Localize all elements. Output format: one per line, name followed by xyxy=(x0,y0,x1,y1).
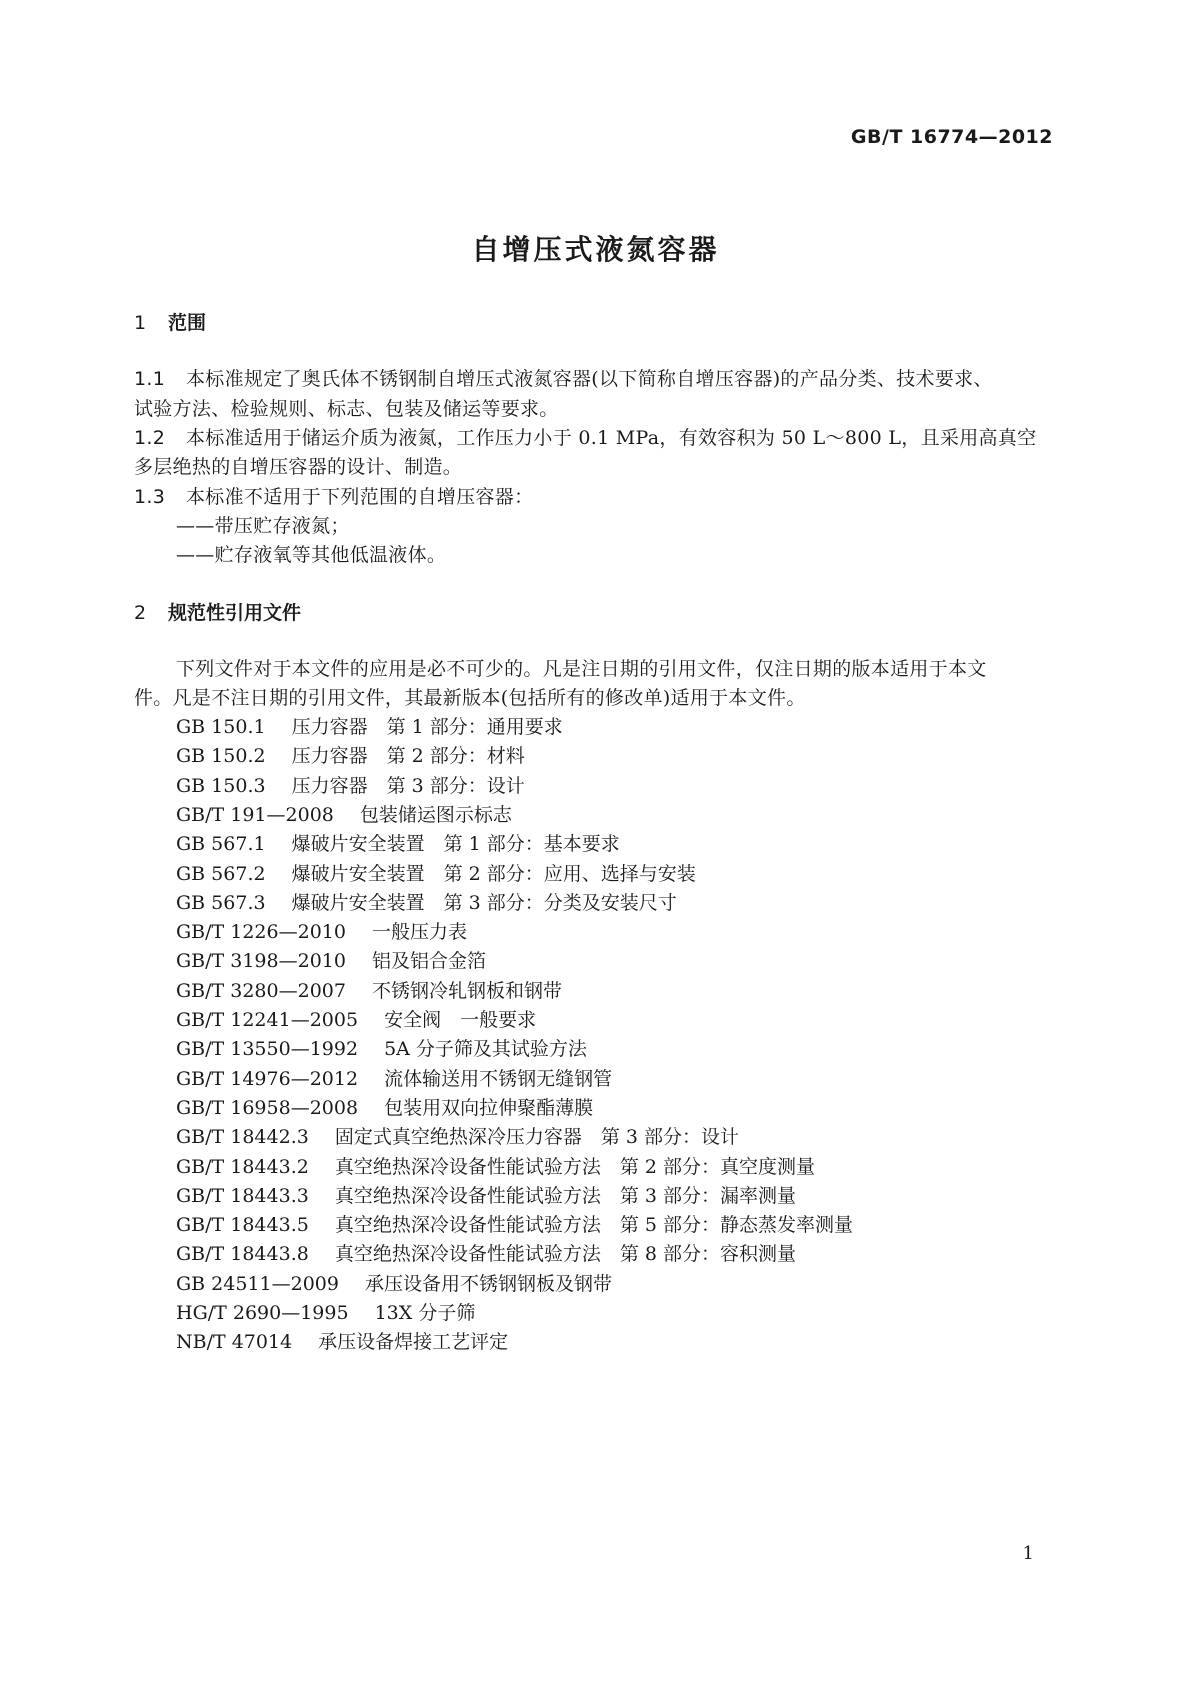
reference-code: GB 567.3 xyxy=(176,891,266,914)
reference-title: 真空绝热深冷设备性能试验方法 第 3 部分：漏率测量 xyxy=(334,1184,796,1207)
reference-code: GB/T 12241—2005 xyxy=(176,1009,359,1031)
reference-code: GB 150.1 xyxy=(176,716,266,738)
document-title: 自增压式液氮容器 xyxy=(471,233,720,266)
reference-code: GB/T 13550—1992 xyxy=(176,1038,359,1061)
section-title: 范围 xyxy=(168,312,207,334)
reference-code: GB/T 3198—2010 xyxy=(176,950,346,973)
reference-code: GB 150.2 xyxy=(176,745,266,768)
reference-item xyxy=(176,859,696,889)
reference-item xyxy=(176,1064,612,1094)
reference-title: 爆破片安全装置 第 2 部分：应用、选择与安装 xyxy=(291,862,696,885)
reference-item xyxy=(176,829,620,859)
reference-title: 承压设备用不锈钢钢板及钢带 xyxy=(364,1272,612,1295)
reference-code: GB 567.2 xyxy=(176,862,266,885)
reference-code: GB/T 1226—2010 xyxy=(176,921,346,944)
standard-code: GB/T 16774—2012 xyxy=(850,126,1053,148)
section-2-heading xyxy=(134,598,301,625)
clause-number: 1.3 xyxy=(134,486,166,508)
reference-title: 真空绝热深冷设备性能试验方法 第 5 部分：静态蒸发率测量 xyxy=(334,1214,853,1237)
intro-line-2: 件。凡是不注日期的引用文件，其最新版本(包括所有的修改单)适用于本文件。 xyxy=(134,687,806,709)
reference-code: HG/T 2690—1995 xyxy=(176,1302,349,1324)
reference-code: GB/T 16958—2008 xyxy=(176,1096,359,1119)
section-number: 1 xyxy=(134,312,147,334)
reference-code: GB/T 18443.3 xyxy=(176,1184,309,1207)
clause-text: 本标准适用于储运介质为液氮，工作压力小于 0.1 MPa，有效容积为 50 L～800 L，且采用高真空 xyxy=(186,427,1037,449)
clause-number: 1.1 xyxy=(134,368,166,390)
section-number: 2 xyxy=(134,602,147,624)
reference-item xyxy=(176,1210,853,1240)
reference-item xyxy=(176,1005,536,1035)
reference-item xyxy=(176,1152,815,1182)
reference-code: GB 567.1 xyxy=(176,833,266,856)
reference-title: 不锈钢冷轧钢板和钢带 xyxy=(371,979,562,1002)
reference-code: GB/T 14976—2012 xyxy=(176,1067,359,1090)
clause-text: 本标准不适用于下列范围的自增压容器： xyxy=(186,486,534,508)
reference-code: GB/T 18442.3 xyxy=(176,1126,309,1149)
exclusion-item: ——带压贮存液氮； xyxy=(176,515,350,537)
reference-item xyxy=(176,1298,475,1328)
reference-item xyxy=(176,946,486,976)
reference-item xyxy=(176,1181,796,1211)
reference-item xyxy=(176,800,512,830)
clause-1-3-line-1 xyxy=(134,482,533,512)
clause-1-2-line-1 xyxy=(134,423,1036,453)
reference-item xyxy=(176,917,467,947)
clause-1-1-line-1 xyxy=(134,364,993,394)
reference-item xyxy=(176,888,677,918)
clause-1-1-line-2: 试验方法、检验规则、标志、包装及储运等要求。 xyxy=(134,398,559,420)
reference-title: 承压设备焊接工艺评定 xyxy=(318,1331,509,1354)
reference-title: 固定式真空绝热深冷压力容器 第 3 部分：设计 xyxy=(334,1126,739,1149)
reference-title: 爆破片安全装置 第 1 部分：基本要求 xyxy=(291,833,620,856)
clause-1-2-line-2: 多层绝热的自增压容器的设计、制造。 xyxy=(134,456,463,478)
reference-code: GB/T 18443.8 xyxy=(176,1243,309,1266)
reference-title: 包装储运图示标志 xyxy=(359,803,512,826)
reference-code: GB 24511—2009 xyxy=(176,1272,339,1295)
reference-code: GB 150.3 xyxy=(176,774,266,797)
reference-item xyxy=(176,712,563,742)
exclusion-item: ——贮存液氧等其他低温液体。 xyxy=(176,544,447,566)
reference-item xyxy=(176,976,562,1006)
reference-title: 流体输送用不锈钢无缝钢管 xyxy=(384,1067,613,1090)
reference-title: 爆破片安全装置 第 3 部分：分类及安装尺寸 xyxy=(291,891,677,914)
reference-item xyxy=(176,1034,587,1064)
reference-title: 包装用双向拉伸聚酯薄膜 xyxy=(384,1096,594,1119)
reference-item xyxy=(176,1239,796,1269)
reference-item xyxy=(176,1122,739,1152)
reference-code: NB/T 47014 xyxy=(176,1331,293,1354)
page-number: 1 xyxy=(1022,1543,1034,1564)
clause-number: 1.2 xyxy=(134,427,166,449)
reference-title: 压力容器 第 2 部分：材料 xyxy=(291,745,525,768)
reference-code: GB/T 191—2008 xyxy=(176,803,334,826)
reference-title: 真空绝热深冷设备性能试验方法 第 8 部分：容积测量 xyxy=(334,1243,796,1266)
reference-title: 压力容器 第 1 部分：通用要求 xyxy=(291,716,563,738)
intro-line-1: 下列文件对于本文件的应用是必不可少的。凡是注日期的引用文件，仅注日期的版本适用于本文 xyxy=(176,658,987,680)
reference-title: 铝及铝合金箔 xyxy=(371,950,486,973)
reference-item xyxy=(176,741,525,771)
clause-text: 本标准规定了奥氏体不锈钢制自增压式液氮容器(以下简称自增压容器)的产品分类、技术要求、 xyxy=(186,368,993,390)
reference-title: 安全阀 一般要求 xyxy=(384,1009,537,1031)
reference-title: 一般压力表 xyxy=(371,921,467,944)
reference-title: 5A 分子筛及其试验方法 xyxy=(384,1038,587,1061)
reference-title: 压力容器 第 3 部分：设计 xyxy=(291,774,525,797)
reference-item xyxy=(176,771,525,801)
reference-title: 13X 分子筛 xyxy=(374,1302,476,1324)
reference-code: GB/T 18443.2 xyxy=(176,1155,309,1178)
reference-title: 真空绝热深冷设备性能试验方法 第 2 部分：真空度测量 xyxy=(334,1155,815,1178)
reference-item xyxy=(176,1327,508,1357)
section-1-heading xyxy=(134,308,206,335)
section-title: 规范性引用文件 xyxy=(168,602,302,624)
reference-item xyxy=(176,1093,593,1123)
reference-code: GB/T 18443.5 xyxy=(176,1214,309,1237)
reference-item xyxy=(176,1269,612,1299)
reference-code: GB/T 3280—2007 xyxy=(176,979,346,1002)
